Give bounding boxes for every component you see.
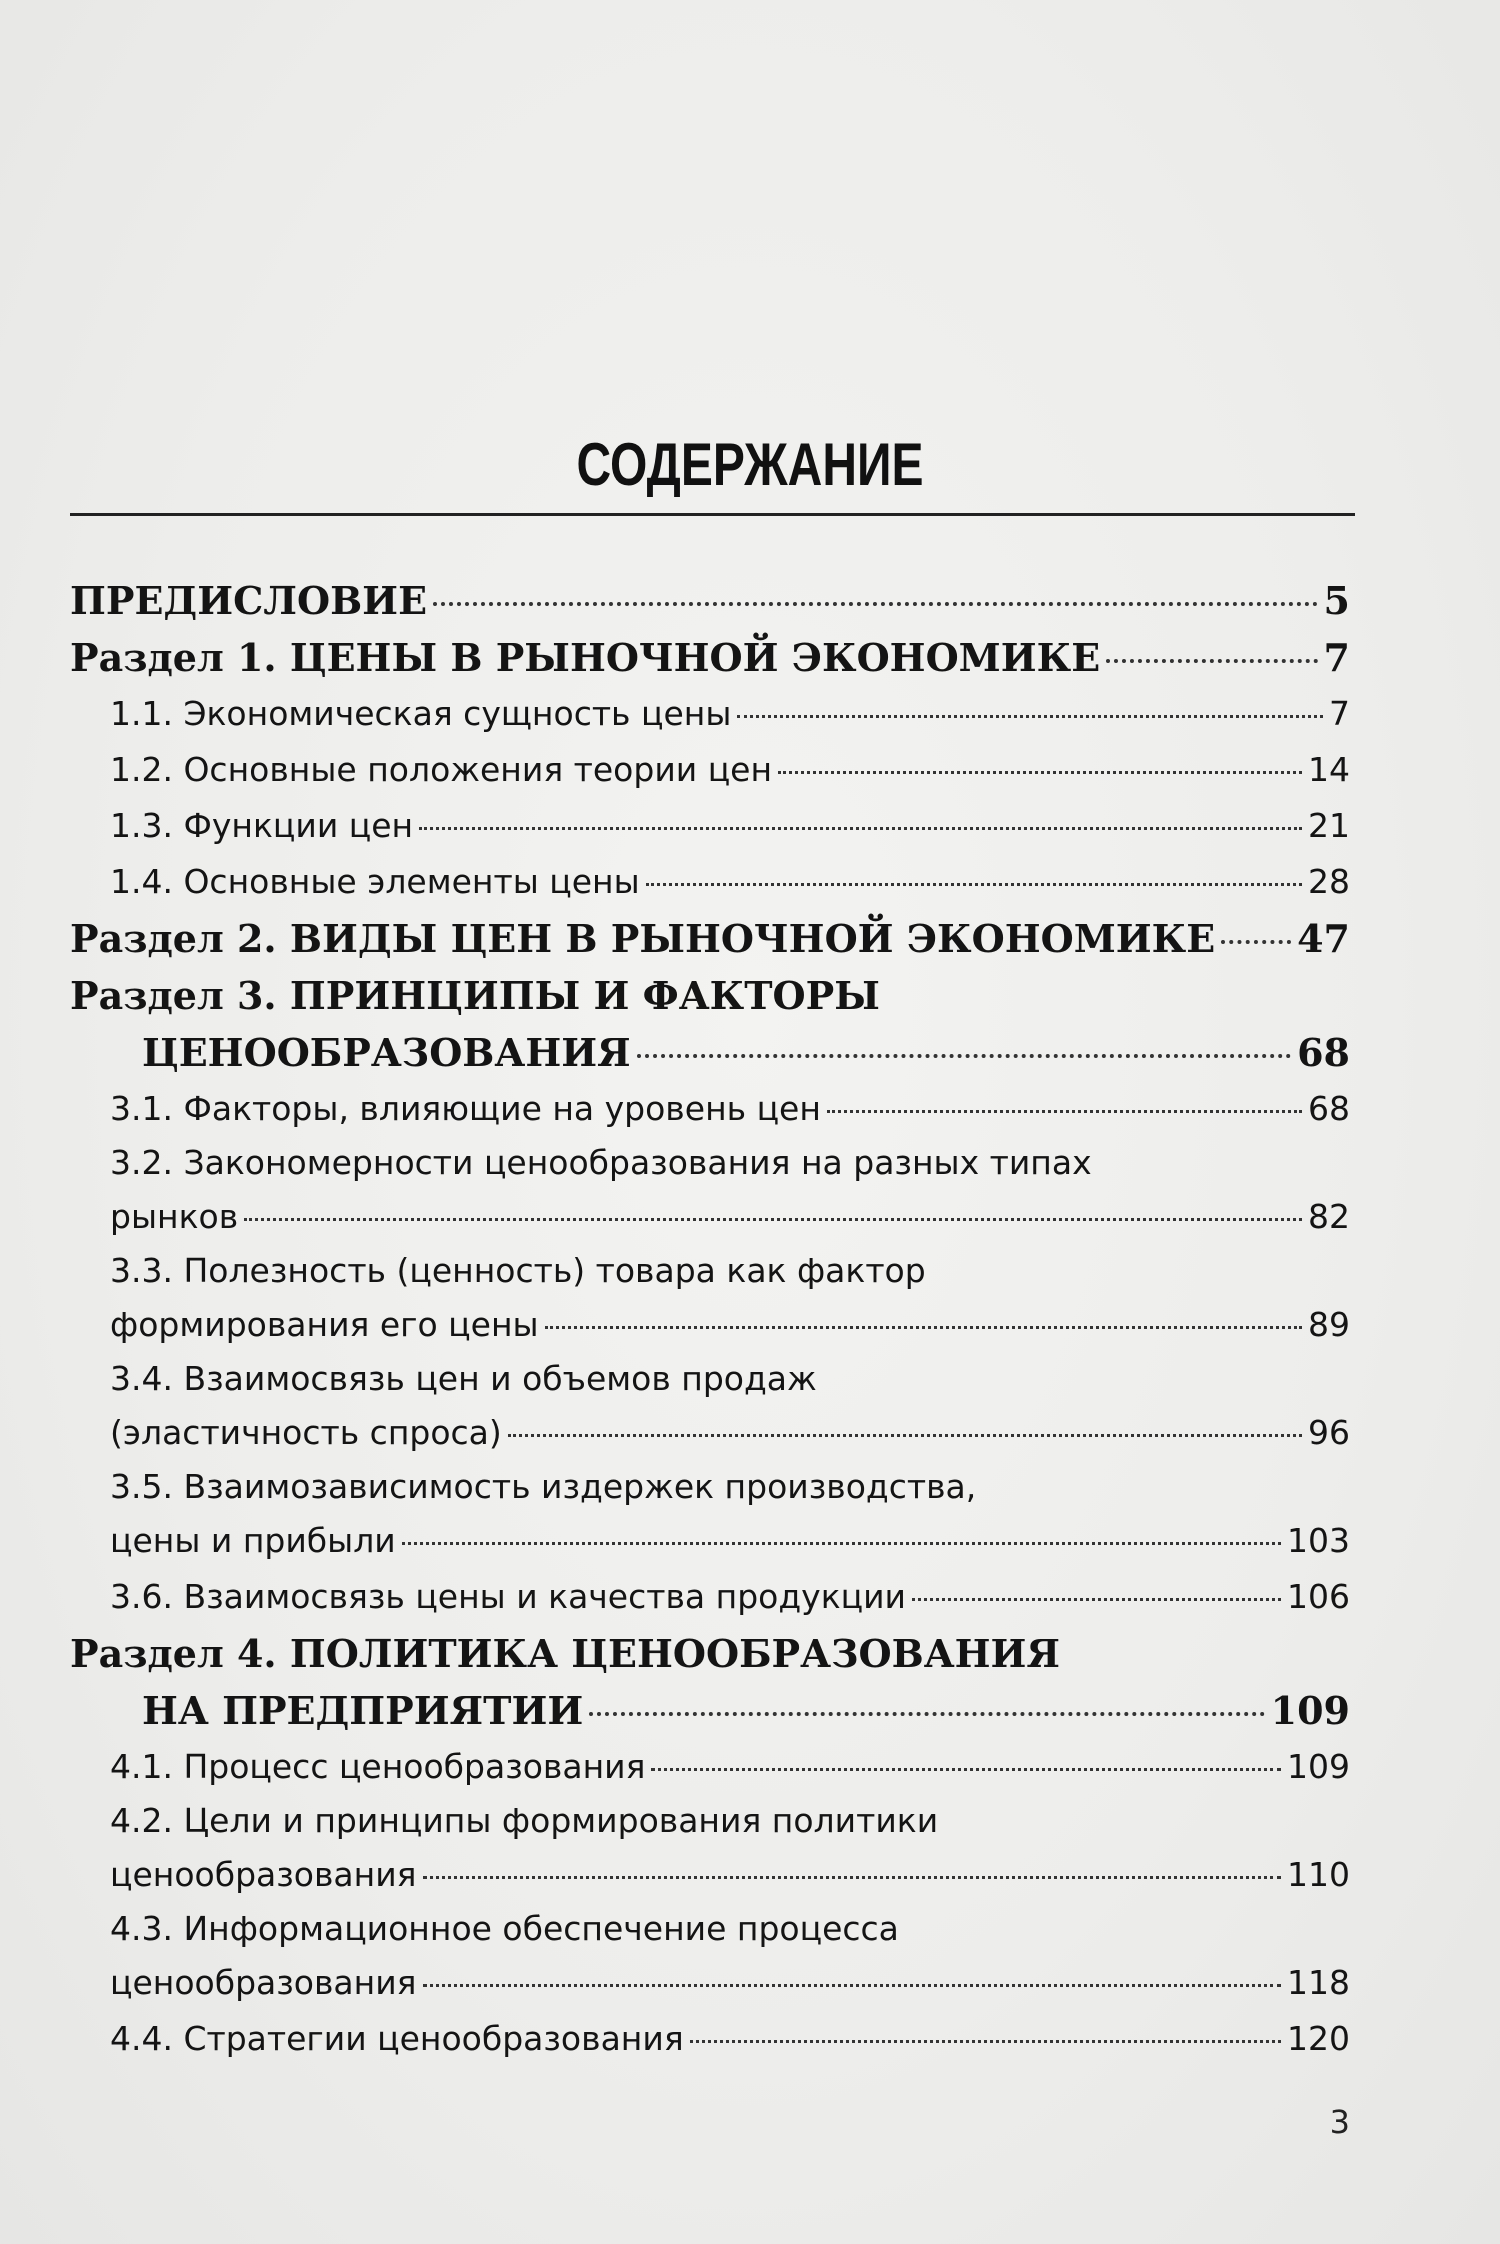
toc-section-entry [70, 629, 1350, 686]
toc-page-number: 28 [1308, 862, 1350, 901]
toc-entry-title: Раздел 1. ЦЕНЫ В РЫНОЧНОЙ ЭКОНОМИКЕ [70, 635, 1101, 680]
toc-entry-title: 4.3. Информационное обеспечение процесса [110, 1909, 899, 1948]
toc-subsection-entry [70, 1081, 1350, 1137]
toc-page-number: 109 [1287, 1747, 1350, 1786]
toc-subsection-entry [70, 1795, 1350, 1903]
toc-entry-title: ЦЕНООБРАЗОВАНИЯ [142, 1030, 631, 1075]
toc-page-number: 68 [1308, 1089, 1350, 1128]
toc-entry-title: 3.1. Факторы, влияющие на уровень цен [110, 1089, 821, 1128]
toc-page-number: 118 [1287, 1963, 1350, 2002]
toc-section-entry [70, 572, 1350, 629]
toc-subsection-entry [70, 1245, 1350, 1353]
page-title: СОДЕРЖАНИЕ [576, 431, 924, 498]
toc-page-number: 21 [1308, 806, 1350, 845]
toc-page-number: 109 [1270, 1688, 1350, 1733]
toc-subsection-entry [70, 2011, 1350, 2067]
toc-entry-title: ПРЕДИСЛОВИЕ [70, 578, 428, 623]
toc-entry-title: ценообразования [110, 1855, 417, 1894]
dot-leader [778, 771, 1302, 774]
dot-leader [1106, 659, 1317, 663]
toc-page-number: 7 [1323, 635, 1350, 680]
toc-entry-title: цены и прибыли [110, 1521, 396, 1560]
dot-leader [651, 1768, 1281, 1771]
toc-entry-title: формирования его цены [110, 1305, 539, 1344]
toc-entry-title: 1.3. Функции цен [110, 806, 414, 845]
toc-section-entry [70, 967, 1350, 1081]
toc-page-number: 89 [1308, 1305, 1350, 1344]
toc-subsection-entry [70, 742, 1350, 798]
toc-subsection-entry [70, 1353, 1350, 1461]
toc-entry-title: 3.5. Взаимозависимость издержек производства, [110, 1467, 977, 1506]
toc-page-number: 82 [1308, 1197, 1350, 1236]
toc-section-entry [70, 910, 1350, 967]
toc-page-number: 7 [1329, 694, 1350, 733]
dot-leader [402, 1542, 1281, 1545]
toc-subsection-entry [70, 854, 1350, 910]
toc-subsection-entry [70, 686, 1350, 742]
dot-leader [737, 715, 1323, 718]
dot-leader [589, 1712, 1264, 1716]
table-of-contents [70, 572, 1350, 2067]
toc-entry-title: 3.4. Взаимосвязь цен и объемов продаж [110, 1359, 817, 1398]
dot-leader [912, 1598, 1281, 1601]
toc-entry-title: ценообразования [110, 1963, 417, 2002]
toc-entry-title: (эластичность спроса) [110, 1413, 502, 1452]
toc-entry-title: 3.2. Закономерности ценообразования на разных типах [110, 1143, 1092, 1182]
dot-leader [423, 1876, 1281, 1879]
dot-leader [827, 1110, 1302, 1113]
toc-entry-title: Раздел 3. ПРИНЦИПЫ И ФАКТОРЫ [70, 973, 880, 1018]
page-number: 3 [1329, 2103, 1350, 2141]
toc-entry-title: 3.3. Полезность (ценность) товара как фактор [110, 1251, 926, 1290]
toc-subsection-entry [70, 1137, 1350, 1245]
toc-page-number: 47 [1297, 916, 1350, 961]
dot-leader [1221, 940, 1291, 944]
toc-entry-title: НА ПРЕДПРИЯТИИ [142, 1688, 584, 1733]
toc-page-number: 106 [1287, 1577, 1350, 1616]
dot-leader [419, 827, 1302, 830]
toc-entry-title: рынков [110, 1197, 239, 1236]
toc-subsection-entry [70, 1739, 1350, 1795]
toc-page-number: 68 [1297, 1030, 1350, 1075]
toc-section-entry [70, 1625, 1350, 1739]
toc-entry-title: 1.2. Основные положения теории цен [110, 750, 773, 789]
dot-leader [433, 602, 1317, 606]
dot-leader [545, 1326, 1302, 1329]
title-rule [70, 513, 1355, 516]
toc-page-number: 5 [1323, 578, 1350, 623]
toc-page-number: 14 [1308, 750, 1350, 789]
toc-subsection-entry [70, 1461, 1350, 1569]
toc-entry-title: Раздел 4. ПОЛИТИКА ЦЕНООБРАЗОВАНИЯ [70, 1631, 1060, 1676]
dot-leader [646, 883, 1302, 886]
dot-leader [690, 2040, 1281, 2043]
toc-subsection-entry [70, 1569, 1350, 1625]
toc-page-number: 96 [1308, 1413, 1350, 1452]
toc-entry-title: 4.4. Стратегии ценообразования [110, 2019, 684, 2058]
dot-leader [637, 1054, 1291, 1058]
toc-subsection-entry [70, 1903, 1350, 2011]
toc-entry-title: 4.1. Процесс ценообразования [110, 1747, 646, 1786]
toc-page-number: 110 [1287, 1855, 1350, 1894]
dot-leader [423, 1984, 1281, 1987]
dot-leader [244, 1218, 1302, 1221]
toc-page-number: 103 [1287, 1521, 1350, 1560]
toc-entry-title: 1.1. Экономическая сущность цены [110, 694, 732, 733]
toc-entry-title: 4.2. Цели и принципы формирования политики [110, 1801, 939, 1840]
dot-leader [508, 1434, 1302, 1437]
toc-entry-title: 1.4. Основные элементы цены [110, 862, 640, 901]
toc-subsection-entry [70, 798, 1350, 854]
toc-entry-title: Раздел 2. ВИДЫ ЦЕН В РЫНОЧНОЙ ЭКОНОМИКЕ [70, 916, 1216, 961]
toc-page-number: 120 [1287, 2019, 1350, 2058]
toc-entry-title: 3.6. Взаимосвязь цены и качества продукции [110, 1577, 906, 1616]
